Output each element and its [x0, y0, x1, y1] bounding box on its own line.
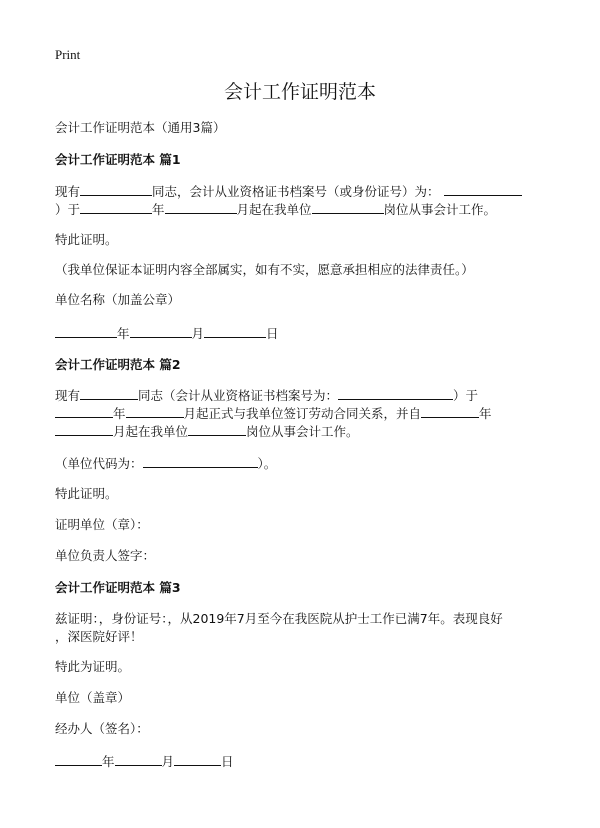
blank-field	[55, 423, 113, 436]
text: 年	[113, 406, 126, 421]
blank-field	[55, 753, 102, 766]
section-heading-1: 会计工作证明范本 篇1	[55, 152, 181, 167]
text: ）于	[55, 202, 81, 217]
unit-label: 单位（盖章）	[55, 690, 131, 705]
blank-field	[312, 201, 384, 214]
blank-field	[204, 325, 266, 338]
section-heading-2: 会计工作证明范本 篇2	[55, 357, 181, 372]
blank-field	[444, 183, 522, 196]
text: 月起正式与我单位签订劳动合同关系，并自	[183, 406, 422, 421]
blank-field	[143, 455, 258, 468]
text: 月	[191, 326, 205, 341]
text: 年	[117, 326, 130, 341]
blank-field	[165, 201, 237, 214]
text: 同志（会计从业资格证书档案号为：	[138, 388, 339, 403]
text: 月	[161, 754, 175, 769]
paragraph-line	[55, 201, 496, 218]
print-link[interactable]: Print	[55, 47, 81, 62]
section-heading-3: 会计工作证明范本 篇3	[55, 580, 181, 595]
text: 现有	[55, 388, 81, 403]
blank-field	[338, 387, 453, 400]
date-line	[55, 325, 279, 342]
certifying-unit-label: 证明单位（章）：	[55, 517, 149, 532]
text: 月起在我单位	[236, 202, 312, 217]
blank-field	[80, 387, 138, 400]
agent-label: 经办人（签名）：	[55, 721, 149, 736]
blank-field	[80, 183, 152, 196]
blank-field	[188, 423, 246, 436]
paragraph-line	[55, 387, 478, 404]
certify-text: 特此为证明。	[55, 659, 131, 674]
date-line	[55, 753, 234, 770]
blank-field	[174, 753, 221, 766]
blank-field	[80, 201, 152, 214]
paragraph-line	[55, 405, 492, 422]
certify-text: 特此证明。	[55, 232, 118, 247]
paragraph-line: ，深医院好评！	[55, 629, 143, 644]
text: 年	[152, 202, 165, 217]
certify-text: 特此证明。	[55, 486, 118, 501]
text: ）于	[453, 388, 479, 403]
text: 日	[266, 326, 279, 341]
note-text: （我单位保证本证明内容全部属实，如有不实，愿意承担相应的法律责任。）	[55, 262, 474, 277]
text: 同志，会计从业资格证书档案号（或身份证号）为：	[152, 184, 440, 199]
blank-field	[55, 325, 117, 338]
paragraph-line: 兹证明：，身份证号：，从2019年7月至今在我医院从护士工作已满7年。表现良好	[55, 611, 503, 626]
subtitle: 会计工作证明范本（通用3篇）	[55, 120, 226, 135]
paragraph-line	[55, 183, 522, 200]
blank-field	[126, 405, 184, 418]
signature-label: 单位负责人签字：	[55, 548, 156, 563]
paragraph-line	[55, 423, 359, 440]
text: 年	[102, 754, 115, 769]
blank-field	[130, 325, 192, 338]
unit-name-label: 单位名称（加盖公章）	[55, 292, 181, 307]
unit-code-line	[55, 455, 276, 472]
text: 现有	[55, 184, 81, 199]
text: 岗位从事会计工作。	[383, 202, 497, 217]
blank-field	[55, 405, 113, 418]
text: 岗位从事会计工作。	[246, 424, 359, 439]
text: 年	[479, 406, 492, 421]
page-title: 会计工作证明范本	[223, 81, 376, 103]
text: ）。	[257, 456, 277, 471]
blank-field	[115, 753, 162, 766]
text: （单位代码为：	[55, 456, 143, 471]
text: 日	[221, 754, 234, 769]
blank-field	[421, 405, 479, 418]
text: 月起在我单位	[113, 424, 189, 439]
